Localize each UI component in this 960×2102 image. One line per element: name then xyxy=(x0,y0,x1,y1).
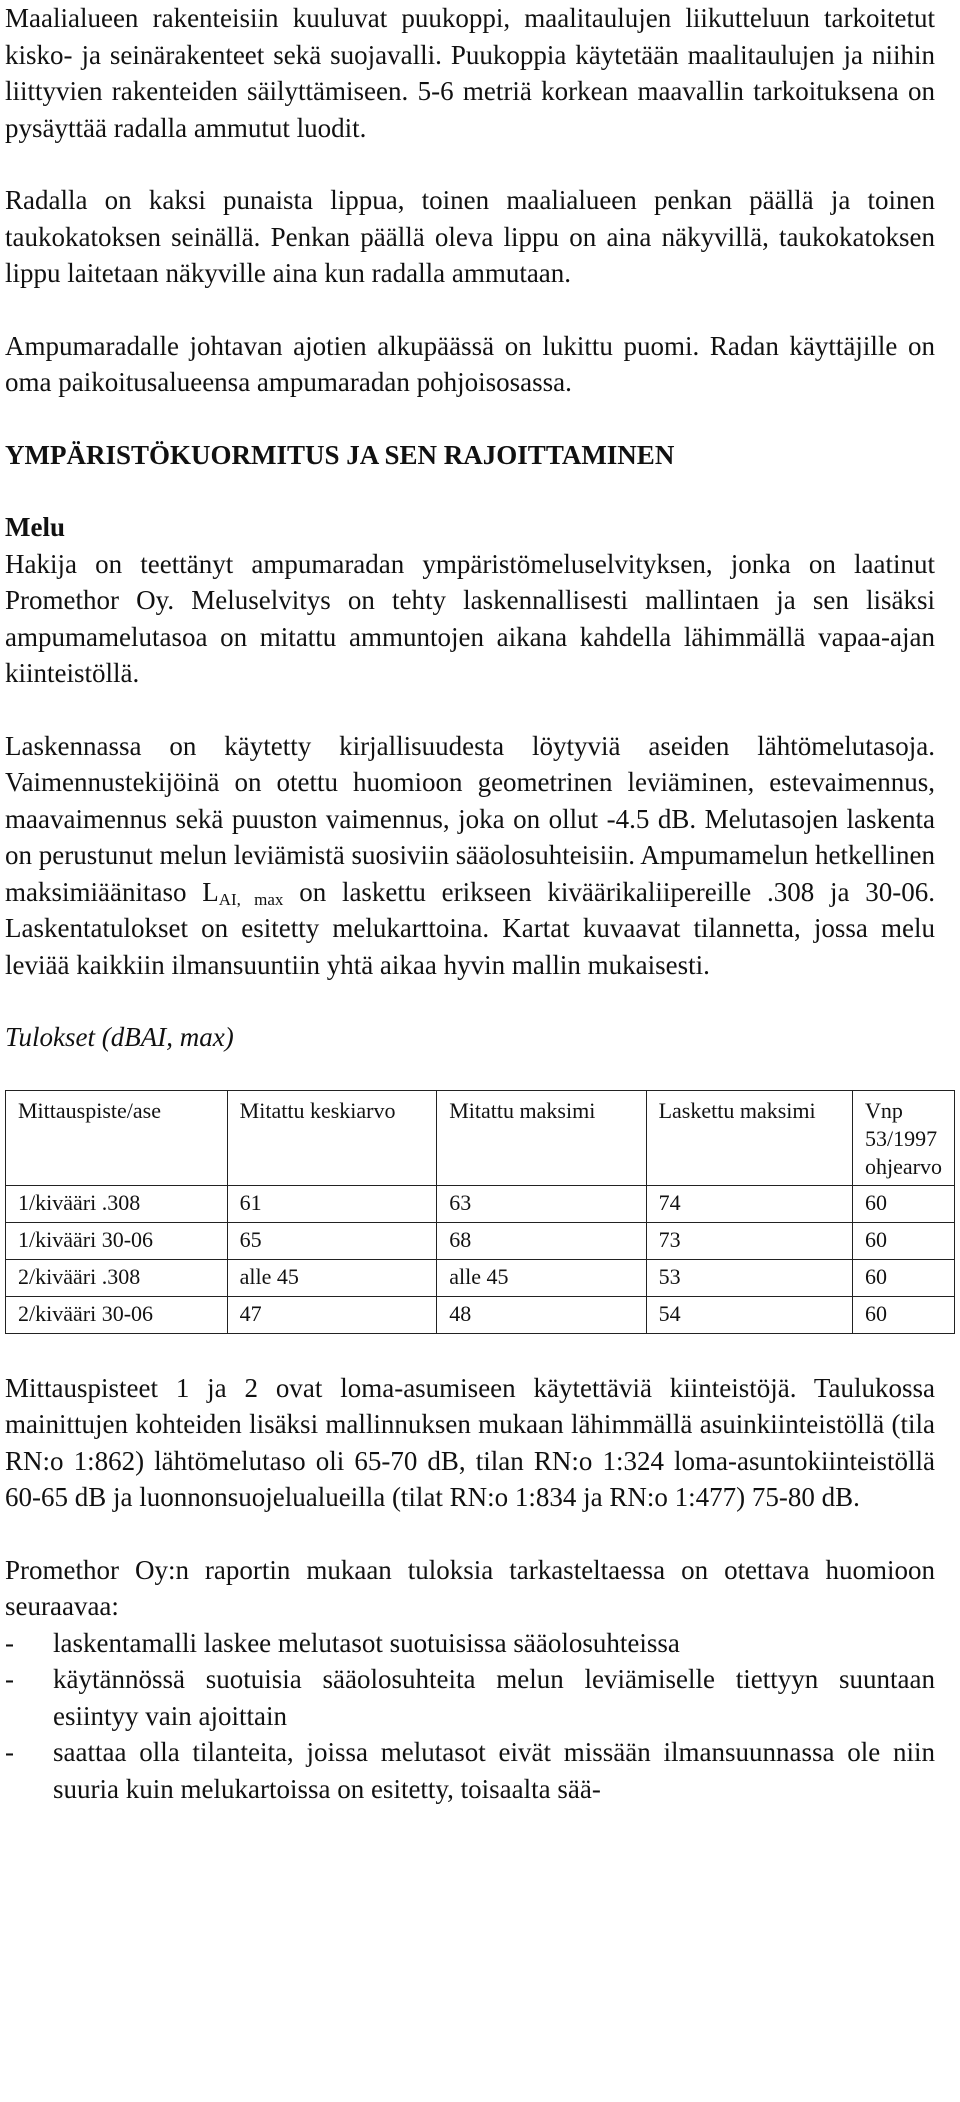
table-cell: 60 xyxy=(853,1259,955,1296)
list-marker: - xyxy=(5,1737,14,1767)
table-row xyxy=(6,1296,955,1333)
paragraph-target-area: Maalialueen rakenteisiin kuuluvat puukoppi, maalitaulujen liikutteluun tarkoitetut kisko- ja seinärakenteet sekä suojavalli. Puukoppia käytetään maalitaulujen ja niihin liittyvien rakenteiden säilyttämiseen. 5-6 metriä korkean maavallin tarkoituksena on pysäyttää radalla ammutut luodit. xyxy=(5,3,935,143)
paragraph-calculation xyxy=(5,728,935,984)
spacer xyxy=(5,1334,960,1370)
paragraph-measurement-points: Mittauspisteet 1 ja 2 ovat loma-asumiseen käytettäviä kiinteistöjä. Taulukossa mainittujen kohteiden lisäksi mallinnuksen mukaan lähimmällä asuinkiinteistöllä (tila RN:o 1:862) lähtömelutaso oli 65-70 dB, tilan RN:o 1:324 loma-asuntokiinteistöllä 60-65 dB ja luonnonsuojelualueilla (tilat RN:o 1:834 ja RN:o 1:477) 75-80 dB. xyxy=(5,1372,935,1512)
table-cell: 60 xyxy=(853,1296,955,1333)
table-cell: 60 xyxy=(853,1185,955,1222)
spacer xyxy=(5,292,960,328)
table-cell: 2/kivääri .308 xyxy=(6,1259,228,1296)
column-header: Mitattu maksimi xyxy=(437,1090,646,1185)
list-item-text: saattaa olla tilanteita, joissa melutasot eivät missään ilmansuunnassa ole niin suuria kuin melukartoissa on esitetty, toisaalta sää- xyxy=(53,1737,935,1804)
paragraph-access-road: Ampumaradalle johtavan ajotien alkupäässä on lukittu puomi. Radan käyttäjille on oma paikoitusalueensa ampumaradan pohjoisosassa. xyxy=(5,330,935,397)
level-symbol: L xyxy=(202,876,219,907)
table-cell: 65 xyxy=(227,1222,437,1259)
list-item-text: käytännössä suotuisia sääolosuhteita melun leviämiselle tiettyyn suuntaan esiintyy vain ajoittain xyxy=(53,1664,935,1731)
table-cell: 73 xyxy=(646,1222,852,1259)
subsection-heading: Melu xyxy=(5,512,65,542)
spacer xyxy=(5,1056,960,1090)
spacer xyxy=(5,146,960,182)
table-cell: 63 xyxy=(437,1185,646,1222)
results-title: Tulokset (dBAI, max) xyxy=(5,1022,234,1052)
table-cell: 74 xyxy=(646,1185,852,1222)
results-table xyxy=(5,1090,955,1334)
table-row xyxy=(6,1222,955,1259)
spacer xyxy=(5,1516,960,1552)
column-header: Vnp 53/1997 ohjearvo xyxy=(853,1090,955,1185)
spacer xyxy=(5,983,960,1019)
spacer xyxy=(5,692,960,728)
table-cell: 60 xyxy=(853,1222,955,1259)
list-item xyxy=(5,1625,935,1662)
list-marker: - xyxy=(5,1664,14,1694)
spacer xyxy=(5,473,960,509)
paragraph-noise-survey: Hakija on teettänyt ampumaradan ympäristömeluselvityksen, jonka on laatinut Promethor Oy. Meluselvitys on tehty laskennallisesti mallintaen ja sen lisäksi ampumamelutasoa on mitattu ammuntojen aikana kahdella lähimmällä vapaa-ajan kiinteistöllä. xyxy=(5,548,935,688)
list-item-text: laskentamalli laskee melutasot suotuisissa sääolosuhteissa xyxy=(53,1627,680,1658)
list-marker: - xyxy=(5,1627,14,1658)
table-cell: 54 xyxy=(646,1296,852,1333)
paragraph-report-notes: Promethor Oy:n raportin mukaan tuloksia tarkasteltaessa on otettava huomioon seuraavaa: xyxy=(5,1554,935,1621)
column-header: Mitattu keskiarvo xyxy=(227,1090,437,1185)
considerations-list xyxy=(5,1625,960,1808)
table-cell: 53 xyxy=(646,1259,852,1296)
calculation-text-end: on laskettu erikseen kiväärikaliipereille .308 ja 30-06. Laskentatulokset on esitetty melukarttoina. Kartat kuvaavat tilannetta, jossa melu leviää kaikkiin ilmansuuntiin yhtä aikaa hyvin mallin mukaisesti. xyxy=(5,876,935,980)
column-header: Mittauspiste/ase xyxy=(6,1090,228,1185)
paragraph-red-flags: Radalla on kaksi punaista lippua, toinen maalialueen penkan päällä ja toinen taukokatoksen seinällä. Penkan päällä oleva lippu on aina näkyvillä, taukokatoksen lippu laitetaan näkyville aina kun radalla ammutaan. xyxy=(5,185,935,288)
table-cell: 1/kivääri 30-06 xyxy=(6,1222,228,1259)
table-cell: 48 xyxy=(437,1296,646,1333)
table-cell: 68 xyxy=(437,1222,646,1259)
table-cell: 2/kivääri 30-06 xyxy=(6,1296,228,1333)
table-cell: 61 xyxy=(227,1185,437,1222)
table-header-row xyxy=(6,1090,955,1185)
list-item xyxy=(5,1734,935,1807)
level-subscript: AI, max xyxy=(218,889,284,909)
spacer xyxy=(5,401,960,437)
table-cell: alle 45 xyxy=(227,1259,437,1296)
table-row xyxy=(6,1185,955,1222)
table-cell: 1/kivääri .308 xyxy=(6,1185,228,1222)
table-row xyxy=(6,1259,955,1296)
column-header: Laskettu maksimi xyxy=(646,1090,852,1185)
calculation-text-start: Laskennassa on käytetty kirjallisuudesta löytyviä aseiden lähtömelutasoja. Vaimennustekijöinä on otettu huomioon geometrinen leviäminen, estevaimennus, maavaimennus sekä puuston vaimennus, joka on ollut -4.5 dB. Melutasojen laskenta on perustunut melun leviämistä suosiviin sääolosuhteisiin. Ampumamelun hetkellinen maksimiäänitaso xyxy=(5,730,935,907)
table-cell: 47 xyxy=(227,1296,437,1333)
section-heading: YMPÄRISTÖKUORMITUS JA SEN RAJOITTAMINEN xyxy=(5,439,675,470)
list-item xyxy=(5,1661,935,1734)
table-cell: alle 45 xyxy=(437,1259,646,1296)
